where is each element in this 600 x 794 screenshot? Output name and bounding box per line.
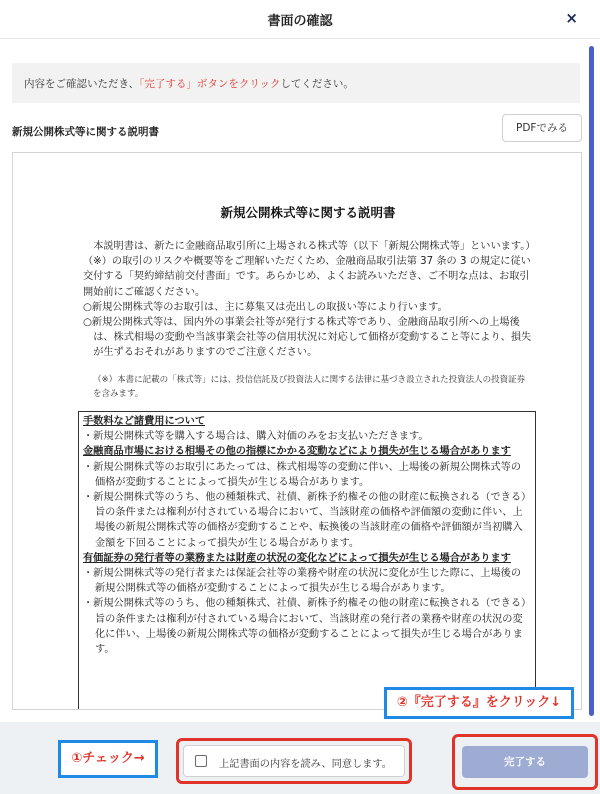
annotation-click: ②『完了する』をクリック↓ [384, 687, 574, 719]
bullet-1: ○新規公開株式等のお取引は、主に募集又は売出しの取扱い等により行います。 [83, 301, 448, 313]
agree-checkbox[interactable] [195, 755, 207, 767]
dialog-title: 書面の確認 [267, 14, 333, 29]
list-item: ・新規公開株式等のうち、他の種類株式、社債、新株予約権その他の財産に転換される（できる）旨の条件または権利が付されている場合において、当該財産の発行者の業務や財産の状況の変化に伴い、上場後の新規公開株式等の価格が変動することによって損失が生じる場合があります。 [83, 598, 527, 656]
close-icon[interactable]: × [565, 9, 578, 27]
instruction-notice [12, 63, 580, 103]
agree-checkbox-row[interactable] [183, 745, 405, 777]
scrollbar[interactable] [589, 46, 594, 716]
list-item: ・新規公開株式等の発行者または保証会社等の業務や財産の状況に変化が生じた際に、上場後の新規公開株式等の価格が変動することによって損失が生じる場合があります。 [83, 568, 522, 595]
finish-button[interactable]: 完了する [462, 746, 588, 778]
list-item: ・新規公開株式等を購入する場合は、購入対価のみをお支払いただきます。 [83, 431, 429, 443]
footnote: （※）本書に記載の「株式等」には、投信信託及び投資法人に関する法律に基づき設立された投資法人の投資証券を含みます。 [93, 375, 526, 399]
section-heading: 金融商品市場における相場その他の指標にかかる変動などにより損失が生じる場合があります [83, 446, 511, 458]
agree-label[interactable]: 上記書面の内容を読み、同意します。 [219, 759, 392, 770]
annotation-highlight-checkbox [176, 738, 412, 784]
bullet-2: ○新規公開株式等は、国内外の事業会社等が発行する株式等であり、金融商品取引所への上場後は、株式相場の変動や当該事業会社等の信用状況に対応して価格が変動すること等により、損失が生ずるおそれがありますのでご注意ください。 [83, 317, 532, 359]
section-heading: 手数料など諸費用について [83, 416, 206, 427]
document-title: 新規公開株式等に関する説明書 [220, 205, 396, 220]
annotation-check: ①チェック→ [58, 740, 158, 778]
risk-box [78, 411, 536, 710]
list-item: ・新規公開株式等のうち、他の種類株式、社債、新株予約権その他の財産に転換される（できる）旨の条件または権利が付されている場合において、当該財産の価格や評価額の変動に伴い、上場後の新規公開株式等の価格が変動することや、転換後の当該財産の価格や評価額が当初購入金額を下回ることによって損失が生じる場合があります。 [83, 492, 527, 549]
document-heading: 新規公開株式等に関する説明書 [12, 126, 159, 138]
document-body [83, 239, 539, 361]
intro-paragraph: 本説明書は、新たに金融商品取引所に上場される株式等（以下「新規公開株式等」といいます。）（※）の取引のリスクや概要等をご理解いただくため、金融商品取引法第 37 条の 3 の規定に従い交付する「契約締結前交付書面」です。あらかじめ、よくお読みいただき、ご不明な点は、お取引開始前にご確認ください。 [83, 241, 536, 298]
notice-text: 内容をご確認いただき、 [24, 78, 140, 90]
annotation-highlight-button [452, 734, 598, 790]
view-pdf-button[interactable]: PDFでみる [502, 114, 582, 142]
notice-highlight: 「完了する」ボタンをクリック [139, 78, 281, 90]
notice-text-end: してください。 [280, 78, 354, 90]
dialog-header [0, 0, 600, 39]
section-heading: 有価証券の発行者等の業務または財産の状況の変化などによって損失が生じる場合があります [83, 552, 511, 564]
document-viewer[interactable] [12, 152, 582, 710]
list-item: ・新規公開株式等のお取引にあたっては、株式相場等の変動に伴い、上場後の新規公開株式等の価格が変動することによって損失が生じる場合があります。 [83, 461, 522, 488]
